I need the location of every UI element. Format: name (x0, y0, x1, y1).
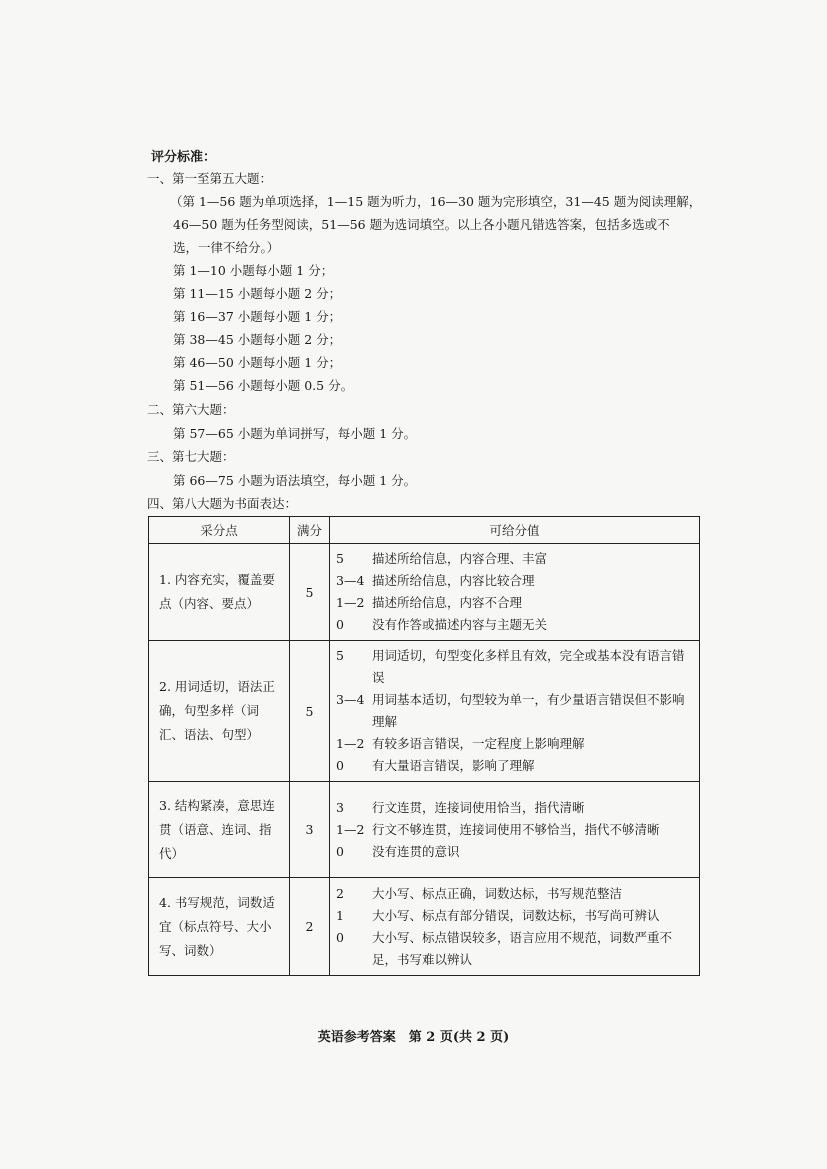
scoring-point-cell: 2. 用词适切，语法正确，句型多样（词汇、语法、句型） (149, 641, 290, 782)
level-score: 3—4 (336, 573, 365, 588)
score-levels-cell (330, 782, 700, 878)
level-description: 有大量语言错误，影响了理解 (372, 758, 535, 773)
level-score: 0 (336, 929, 344, 945)
score-level (334, 689, 695, 733)
section-1-item: 第 51—56 小题每小题 0.5 分。 (173, 378, 354, 393)
level-score: 3 (336, 799, 344, 815)
scoring-point-cell: 3. 结构紧凑，意思连贯（语意、连词、指代） (149, 782, 290, 878)
level-score: 5 (336, 551, 344, 566)
level-description: 大小写、标点正确，词数达标，书写规范整洁 (372, 885, 623, 901)
section-1-item: 第 38—45 小题每小题 2 分； (173, 332, 342, 347)
score-level (334, 645, 695, 689)
writing-rubric-table (148, 516, 700, 976)
page-footer: 英语参考答案 第 2 页(共 2 页) (317, 1030, 510, 1045)
section-1-item: 第 16—37 小题每小题 1 分； (173, 309, 342, 324)
score-level (334, 905, 695, 927)
level-score: 0 (336, 617, 344, 632)
score-level (334, 570, 695, 592)
level-description: 没有连贯的意识 (372, 843, 460, 859)
score-level (334, 755, 695, 777)
score-level (334, 614, 695, 636)
score-level (334, 548, 695, 570)
level-score: 3—4 (336, 692, 365, 707)
level-score: 0 (336, 758, 344, 773)
score-level (334, 819, 695, 841)
level-score: 1—2 (336, 821, 365, 837)
section-2-title: 二、第六大题： (147, 402, 235, 417)
score-level (334, 841, 695, 863)
section-1-note-line: 选，一律不给分。） (173, 240, 280, 255)
section-1-item: 第 46—50 小题每小题 1 分； (173, 355, 342, 370)
scoring-point-cell: 4. 书写规范，词数适宜（标点符号、大小写、词数） (149, 878, 290, 976)
level-description: 用词基本适切，句型较为单一，有少量语言错误但不影响理解 (372, 692, 685, 729)
level-description: 描述所给信息，内容不合理 (372, 595, 523, 610)
max-score-cell: 5 (290, 641, 330, 782)
table-header-row (149, 517, 700, 544)
level-description: 描述所给信息，内容合理、丰富 (372, 551, 548, 566)
section-1-item: 第 1—10 小题每小题 1 分； (173, 263, 334, 278)
level-description: 描述所给信息，内容比较合理 (372, 573, 535, 588)
score-levels-cell (330, 641, 700, 782)
score-levels-cell (330, 544, 700, 641)
level-score: 1—2 (336, 736, 365, 751)
table-row (149, 544, 700, 641)
header-max-score: 满分 (290, 517, 330, 544)
score-level (334, 733, 695, 755)
table-row (149, 782, 700, 878)
section-4-title: 四、第八大题为书面表达： (147, 496, 298, 511)
level-description: 大小写、标点有部分错误，词数达标，书写尚可辨认 (372, 907, 660, 923)
level-score: 5 (336, 648, 344, 663)
level-score: 1—2 (336, 595, 365, 610)
table-row (149, 878, 700, 976)
score-levels-cell (330, 878, 700, 976)
level-description: 行文不够连贯，连接词使用不够恰当，指代不够清晰 (372, 821, 660, 837)
score-level (334, 797, 695, 819)
section-3-title: 三、第七大题： (147, 449, 235, 464)
section-3-item: 第 66—75 小题为语法填空，每小题 1 分。 (173, 473, 417, 488)
level-description: 有较多语言错误，一定程度上影响理解 (372, 736, 585, 751)
score-level (334, 592, 695, 614)
section-1-item: 第 11—15 小题每小题 2 分； (173, 286, 342, 301)
max-score-cell: 5 (290, 544, 330, 641)
level-description: 没有作答或描述内容与主题无关 (372, 617, 548, 632)
header-score-levels: 可给分值 (330, 517, 700, 544)
score-level (334, 883, 695, 905)
level-score: 1 (336, 907, 344, 923)
section-1-note-line: （第 1—56 题为单项选择，1—15 题为听力，16—30 题为完形填空，31—45 题为阅读理解， (170, 194, 702, 209)
section-2-item: 第 57—65 小题为单词拼写，每小题 1 分。 (173, 426, 417, 441)
section-1-title: 一、第一至第五大题： (147, 171, 273, 186)
scoring-standard-heading: 评分标准： (151, 150, 217, 165)
level-score: 0 (336, 843, 344, 859)
level-score: 2 (336, 885, 344, 901)
scoring-point-cell: 1. 内容充实，覆盖要点（内容、要点） (149, 544, 290, 641)
table-row (149, 641, 700, 782)
section-1-note-line: 46—50 题为任务型阅读，51—56 题为选词填空。以上各小题凡错选答案，包括多选或不 (173, 217, 670, 232)
max-score-cell: 2 (290, 878, 330, 976)
max-score-cell: 3 (290, 782, 330, 878)
level-description: 行文连贯，连接词使用恰当，指代清晰 (372, 799, 585, 815)
score-level (334, 927, 695, 971)
level-description: 用词适切，句型变化多样且有效，完全或基本没有语言错误 (372, 648, 685, 685)
level-description: 大小写、标点错误较多，语言应用不规范，词数严重不足，书写难以辨认 (372, 929, 673, 967)
header-scoring-point: 采分点 (149, 517, 290, 544)
